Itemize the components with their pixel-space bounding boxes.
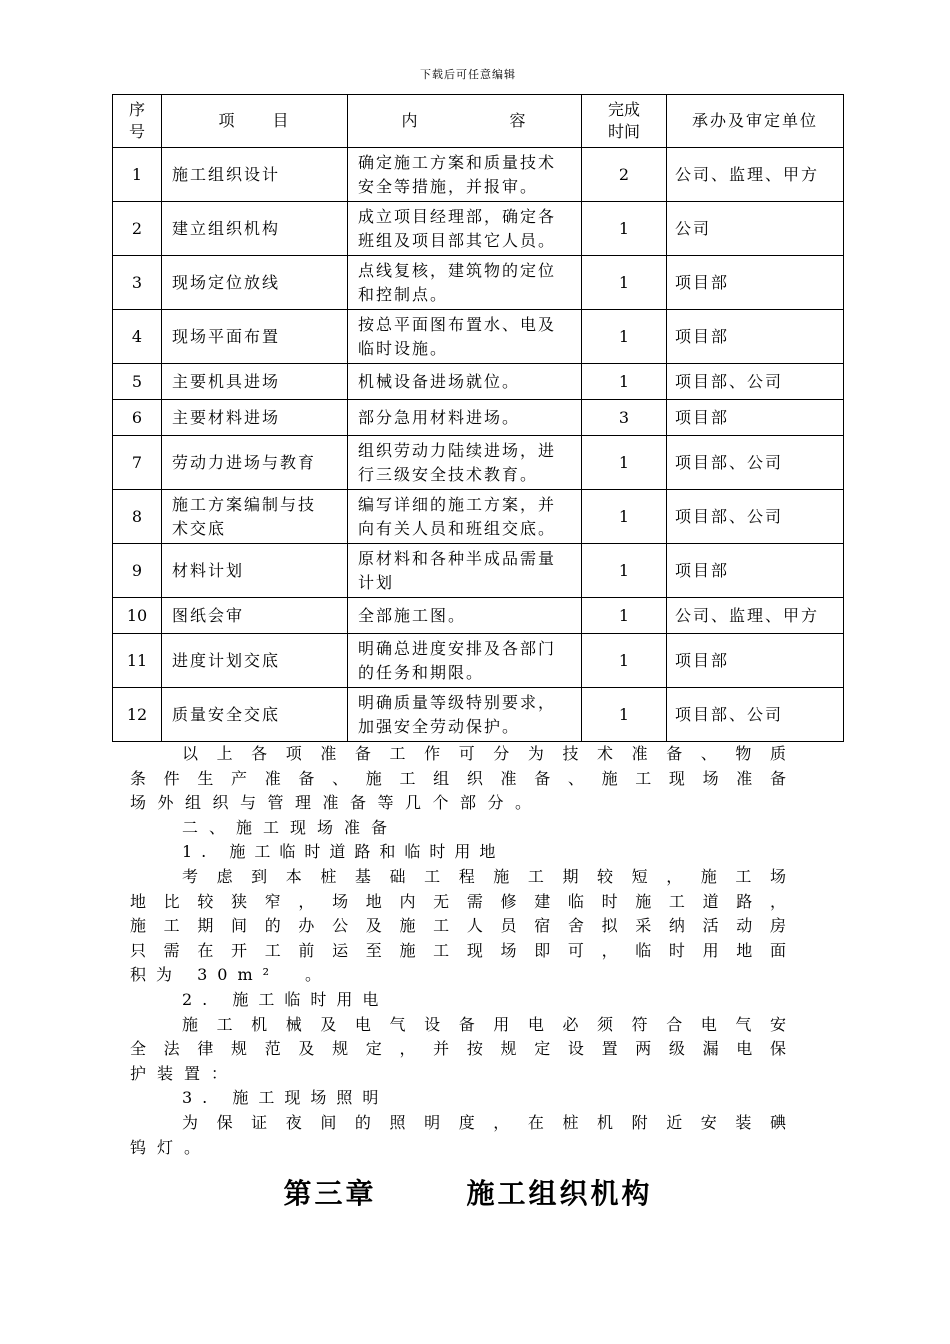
header-time: 完成 时间 xyxy=(582,95,667,148)
row-content: 组织劳动力陆续进场，进 行三级安全技术教育。 xyxy=(348,436,582,490)
table-row xyxy=(113,364,844,400)
paragraph-line: 为保证夜间的照明度，在桩机附近安装碘 xyxy=(182,1112,786,1132)
row-unit: 项目部 xyxy=(667,310,844,364)
row-unit: 项目部、公司 xyxy=(667,688,844,742)
section-heading: 二、施工现场准备 xyxy=(182,817,399,837)
row-time: 2 xyxy=(582,148,667,202)
row-item: 材料计划 xyxy=(162,544,348,598)
chapter-number: 第三章 xyxy=(283,1177,377,1210)
paragraph-line: 全法律规范及规定，并按规定设置两级漏电保 xyxy=(130,1039,786,1059)
table-row xyxy=(113,148,844,202)
header-unit: 承办及审定单位 xyxy=(667,95,844,148)
table-row xyxy=(113,634,844,688)
table-row xyxy=(113,436,844,490)
row-item: 主要机具进场 xyxy=(162,364,348,400)
paragraph-line: 钨灯。 xyxy=(130,1137,212,1157)
row-item: 质量安全交底 xyxy=(162,688,348,742)
table-row xyxy=(113,544,844,598)
header-item: 项 目 xyxy=(162,95,348,148)
row-time: 1 xyxy=(582,310,667,364)
row-number: 9 xyxy=(113,544,162,598)
row-item: 进度计划交底 xyxy=(162,634,348,688)
row-content: 机械设备进场就位。 xyxy=(348,364,582,400)
paragraph-line: 以上各项准备工作可分为技术准备、物质 xyxy=(182,744,786,763)
chapter-name: 施工组织机构 xyxy=(466,1177,653,1210)
row-number: 11 xyxy=(113,634,162,688)
row-content: 全部施工图。 xyxy=(348,598,582,634)
row-unit: 项目部、公司 xyxy=(667,490,844,544)
chapter-title xyxy=(0,1172,936,1212)
table-row xyxy=(113,490,844,544)
row-time: 1 xyxy=(582,364,667,400)
paragraph-line: 场外组织与管理准备等几个部分。 xyxy=(130,793,543,813)
row-content: 确定施工方案和质量技术 安全等措施，并报审。 xyxy=(348,148,582,202)
row-unit: 项目部 xyxy=(667,544,844,598)
row-number: 4 xyxy=(113,310,162,364)
row-number: 10 xyxy=(113,598,162,634)
row-unit: 项目部 xyxy=(667,256,844,310)
row-unit: 公司、监理、甲方 xyxy=(667,148,844,202)
row-time: 1 xyxy=(582,436,667,490)
row-item: 现场定位放线 xyxy=(162,256,348,310)
paragraph-line: 积为 30m² 。 xyxy=(130,965,332,985)
page-header: 下载后可任意编辑 xyxy=(420,68,516,81)
table-row xyxy=(113,310,844,364)
row-item: 施工组织设计 xyxy=(162,148,348,202)
row-item: 图纸会审 xyxy=(162,598,348,634)
row-number: 7 xyxy=(113,436,162,490)
paragraph-line: 地比较狭窄，场地内无需修建临时施工道路， xyxy=(130,891,786,911)
table-row xyxy=(113,598,844,634)
row-item: 主要材料进场 xyxy=(162,400,348,436)
paragraph-line: 施工期间的办公及施工人员宿舍拟采纳活动房 xyxy=(130,916,786,936)
row-number: 2 xyxy=(113,202,162,256)
row-number: 5 xyxy=(113,364,162,400)
row-item: 现场平面布置 xyxy=(162,310,348,364)
table-row xyxy=(113,400,844,436)
row-item: 建立组织机构 xyxy=(162,202,348,256)
row-item: 劳动力进场与教育 xyxy=(162,436,348,490)
paragraph-line: 只需在开工前运至施工现场即可，临时用地面 xyxy=(130,940,786,960)
row-number: 6 xyxy=(113,400,162,436)
paragraph-line: 考虑到本桩基础工程施工期较短，施工场 xyxy=(182,866,786,886)
header-content: 内 容 xyxy=(348,95,582,148)
row-unit: 项目部、公司 xyxy=(667,436,844,490)
row-number: 1 xyxy=(113,148,162,202)
row-unit: 项目部、公司 xyxy=(667,364,844,400)
row-unit: 公司、监理、甲方 xyxy=(667,598,844,634)
paragraph-line: 护装置： xyxy=(130,1063,239,1083)
row-item: 施工方案编制与技 术交底 xyxy=(162,490,348,544)
row-time: 1 xyxy=(582,598,667,634)
preparation-table xyxy=(112,94,844,742)
row-unit: 项目部 xyxy=(667,400,844,436)
row-time: 1 xyxy=(582,688,667,742)
row-number: 8 xyxy=(113,490,162,544)
row-time: 3 xyxy=(582,400,667,436)
table-header-row xyxy=(113,95,844,148)
table-row xyxy=(113,256,844,310)
table-row xyxy=(113,688,844,742)
row-content: 部分急用材料进场。 xyxy=(348,400,582,436)
row-number: 3 xyxy=(113,256,162,310)
row-content: 编写详细的施工方案，并 向有关人员和班组交底。 xyxy=(348,490,582,544)
subsection-heading: 2. 施工临时用电 xyxy=(182,989,389,1009)
header-num: 序 号 xyxy=(113,95,162,148)
row-number: 12 xyxy=(113,688,162,742)
subsection-heading: 1. 施工临时道路和临时用地 xyxy=(182,842,505,862)
row-content: 明确总进度安排及各部门 的任务和期限。 xyxy=(348,634,582,688)
row-time: 1 xyxy=(582,256,667,310)
body-text xyxy=(130,742,786,1160)
row-unit: 公司 xyxy=(667,202,844,256)
row-unit: 项目部 xyxy=(667,634,844,688)
table-row xyxy=(113,202,844,256)
subsection-heading: 3. 施工现场照明 xyxy=(182,1088,389,1108)
row-content: 原材料和各种半成品需量 计划 xyxy=(348,544,582,598)
paragraph-line: 施工机械及电气设备用电必须符合电气安 xyxy=(182,1014,786,1034)
row-content: 成立项目经理部，确定各 班组及项目部其它人员。 xyxy=(348,202,582,256)
row-time: 1 xyxy=(582,634,667,688)
row-time: 1 xyxy=(582,544,667,598)
row-content: 按总平面图布置水、电及 临时设施。 xyxy=(348,310,582,364)
row-time: 1 xyxy=(582,202,667,256)
paragraph-line: 条件生产准备、施工组织准备、施工现场准备 xyxy=(130,768,786,788)
row-time: 1 xyxy=(582,490,667,544)
row-content: 点线复核，建筑物的定位 和控制点。 xyxy=(348,256,582,310)
row-content: 明确质量等级特别要求， 加强安全劳动保护。 xyxy=(348,688,582,742)
